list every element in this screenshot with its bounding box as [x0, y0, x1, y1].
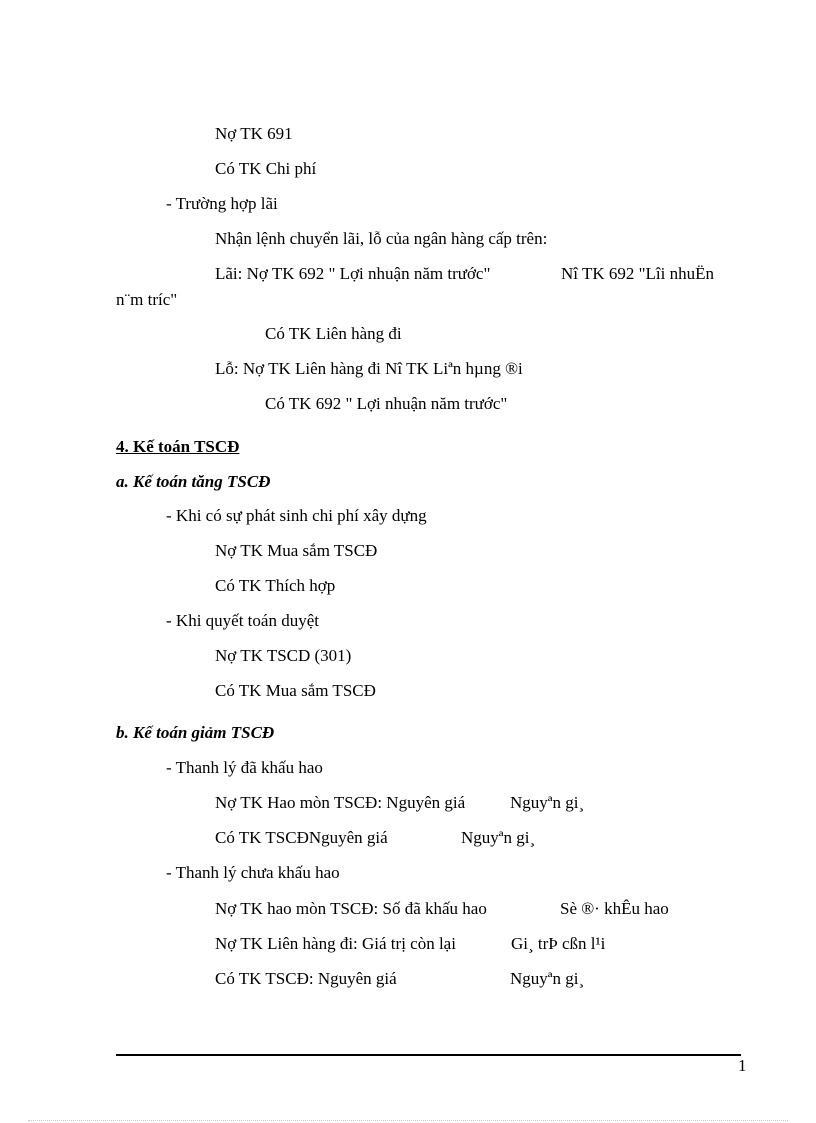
text-line: Nợ TK TSCD (301)	[215, 646, 352, 665]
text-line	[215, 264, 490, 284]
text-line: Có TK TSCĐNguyên giá	[215, 828, 388, 847]
page-number: 1	[738, 1056, 747, 1075]
text-line: Nợ TK Mua sắm TSCĐ	[215, 541, 378, 560]
text-line: Có TK Liên hàng đi	[265, 324, 402, 343]
footer-rule	[116, 1054, 741, 1056]
subsection-heading: a. Kế toán tăng TSCĐ	[116, 472, 271, 491]
text-segment: Sè ®· khÊu hao	[560, 899, 669, 918]
subsection-heading: b. Kế toán giảm TSCĐ	[116, 723, 275, 742]
text-line: Có TK Chi phí	[215, 159, 317, 178]
text-line: Nợ TK Liên hàng đi: Giá trị còn lại	[215, 934, 456, 953]
text-line: Có TK Mua sắm TSCĐ	[215, 681, 376, 700]
text-line: - Khi quyết toán duyệt	[166, 611, 319, 630]
text-line: - Thanh lý chưa khấu hao	[166, 863, 340, 882]
text-line: Nợ TK Hao mòn TSCĐ: Nguyên giá	[215, 793, 466, 812]
text-line: Có TK Thích hợp	[215, 576, 336, 595]
text-line: Nợ TK hao mòn TSCĐ: Số đã khấu hao	[215, 899, 487, 918]
text-segment: Lãi: Nợ TK 692 " Lợi nhuận năm trước"	[215, 264, 491, 283]
text-line: Có TK 692 " Lợi nhuận năm trước"	[265, 394, 508, 413]
text-line: - Khi có sự phát sinh chi phí xây dựng	[166, 506, 427, 525]
text-line: - Trường hợp lãi	[166, 194, 278, 213]
page-edge-divider	[28, 1120, 788, 1121]
text-segment: Gi¸ trÞ cßn l¹i	[511, 934, 606, 953]
text-segment: Nî TK 692 "Lîi nhuËn	[561, 264, 715, 283]
text-segment: Nguyªn gi¸	[510, 969, 585, 988]
text-segment: Nguyªn gi¸	[510, 793, 585, 812]
text-segment: Nguyªn gi¸	[461, 828, 536, 847]
text-line: - Thanh lý đã khấu hao	[166, 758, 323, 777]
text-line: Lỗ: Nợ TK Liên hàng đi Nî TK Liªn hµng ®i	[215, 359, 523, 378]
text-line: n¨m tríc"	[116, 290, 178, 309]
text-line: Nhận lệnh chuyển lãi, lỗ của ngân hàng cấp trên:	[215, 229, 548, 248]
text-line: Nợ TK 691	[215, 124, 293, 143]
text-line: Có TK TSCĐ: Nguyên giá	[215, 969, 397, 988]
section-heading: 4. Kế toán TSCĐ	[116, 437, 240, 456]
